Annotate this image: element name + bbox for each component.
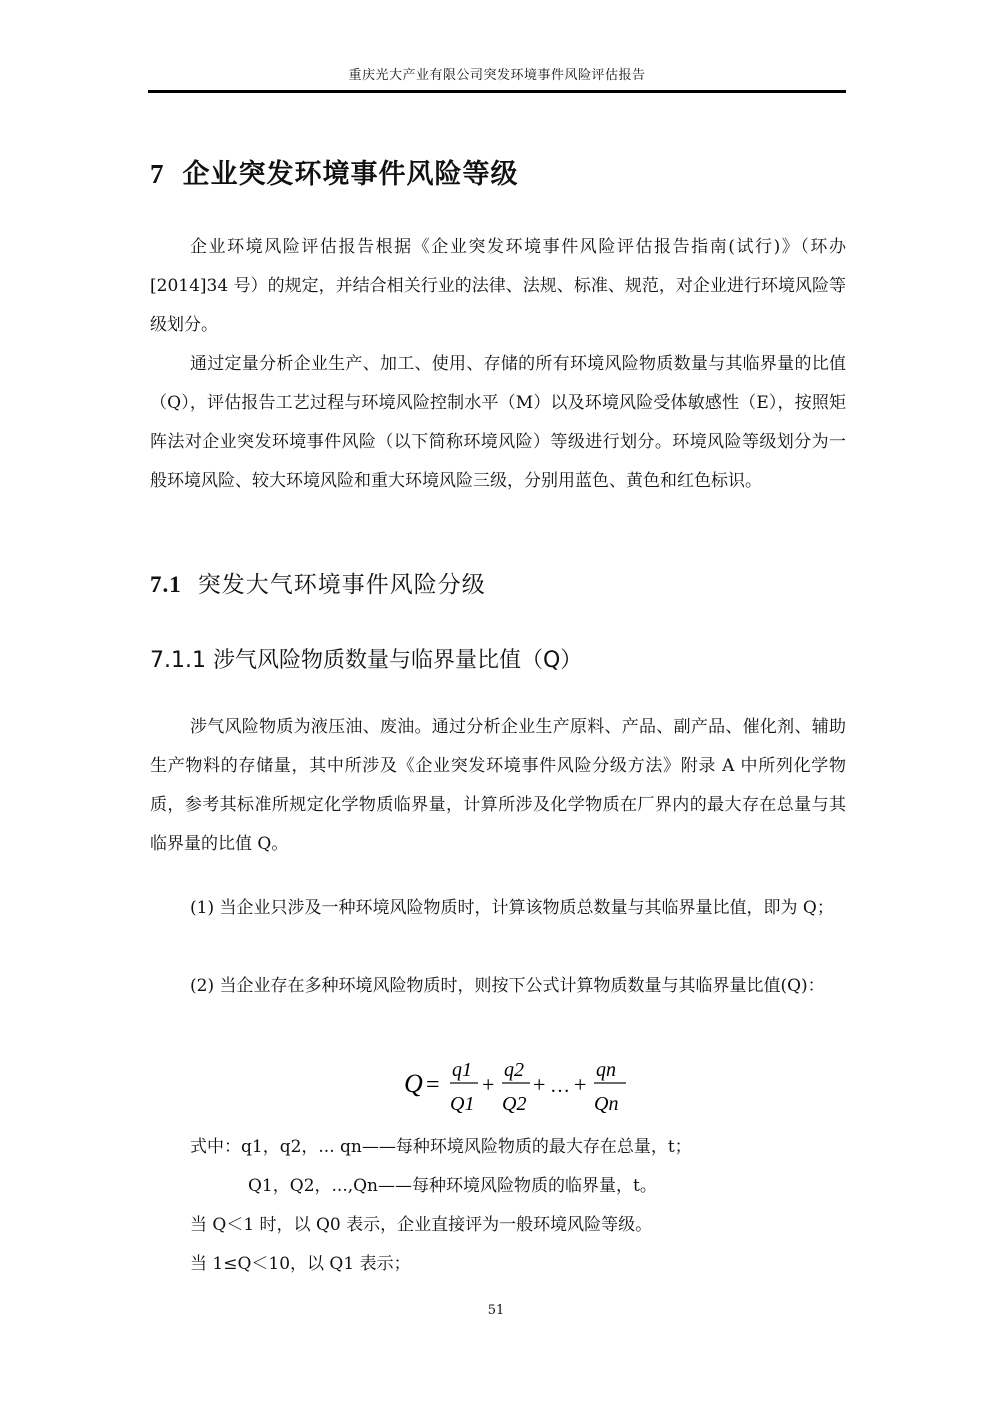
subsection-heading xyxy=(150,566,486,599)
list-item-2: (2) 当企业存在多种环境风险物质时，则按下公式计算物质数量与其临界量比值(Q)： xyxy=(190,976,825,996)
list-item-1: (1) 当企业只涉及一种环境风险物质时，计算该物质总数量与其临界量比值，即为 Q； xyxy=(190,898,834,918)
formula-equals: = xyxy=(426,1072,440,1098)
section-title: 企业突发环境事件风险等级 xyxy=(182,159,519,190)
definition-line-1 xyxy=(190,1132,692,1157)
definition-text-Q: ——每种环境风险物质的临界量，t。 xyxy=(378,1176,657,1196)
intro-paragraph-1: 企业环境风险评估报告根据《企业突发环境事件风险评估报告指南(试行)》（环办[2014]34 号）的规定，并结合相关行业的法律、法规、标准、规范，对企业进行环境风险等级划分。 xyxy=(150,237,846,335)
header-rule xyxy=(148,90,846,93)
formula-numerator-2: q2 xyxy=(504,1059,524,1081)
formula-plus-2: + xyxy=(533,1072,546,1097)
formula-denominator-2: Q2 xyxy=(502,1093,527,1115)
formula-denominator-1: Q1 xyxy=(450,1093,475,1115)
subsection-title: 突发大气环境事件风险分级 xyxy=(197,572,486,598)
definition-vars-q: q1，q2，... qn xyxy=(241,1137,362,1157)
q-ratio-formula xyxy=(402,1052,642,1122)
page-number: 51 xyxy=(487,1303,505,1318)
subsection-number: 7.1 xyxy=(150,572,182,597)
subsubsection-heading: 7.1.1 涉气风险物质数量与临界量比值（Q） xyxy=(150,648,583,673)
body-paragraph: 涉气风险物质为液压油、废油。通过分析企业生产原料、产品、副产品、催化剂、辅助生产物料的存储量，其中所涉及《企业突发环境事件风险分级方法》附录 A 中所列化学物质，参考其标准所规定化学物质临界量，计算所涉及化学物质在厂界内的最大存在总量与其临界量的比值 Q。 xyxy=(150,717,846,854)
definition-text-q: ——每种环境风险物质的最大存在总量，t； xyxy=(361,1137,692,1157)
page-header: 重庆光大产业有限公司突发环境事件风险评估报告 xyxy=(348,68,646,83)
definition-prefix: 式中： xyxy=(190,1137,241,1157)
formula-denominator-n: Qn xyxy=(594,1093,619,1115)
intro-paragraph-2: 通过定量分析企业生产、加工、使用、存储的所有环境风险物质数量与其临界量的比值（Q），评估报告工艺过程与环境风险控制水平（M）以及环境风险受体敏感性（E），按照矩阵法对企业突发环境事件风险（以下简称环境风险）等级进行划分。环境风险等级划分为一般环境风险、较大环境风险和重大环境风险三级，分别用蓝色、黄色和红色标识。 xyxy=(150,354,846,491)
formula-plus-1: + xyxy=(482,1072,495,1097)
section-heading xyxy=(150,152,519,191)
formula-lhs: Q xyxy=(404,1069,423,1098)
formula-numerator-n: qn xyxy=(596,1059,616,1081)
definition-vars-Q: Q1，Q2，...,Qn xyxy=(248,1176,379,1196)
formula-ellipsis: … xyxy=(550,1075,570,1097)
formula-numerator-1: q1 xyxy=(452,1059,472,1081)
definition-line-2 xyxy=(248,1171,657,1196)
condition-line-1: 当 Q＜1 时，以 Q0 表示，企业直接评为一般环境风险等级。 xyxy=(190,1215,653,1235)
condition-line-2: 当 1≤Q＜10，以 Q1 表示； xyxy=(190,1254,411,1274)
section-number: 7 xyxy=(150,159,165,189)
formula-plus-3: + xyxy=(574,1072,587,1097)
